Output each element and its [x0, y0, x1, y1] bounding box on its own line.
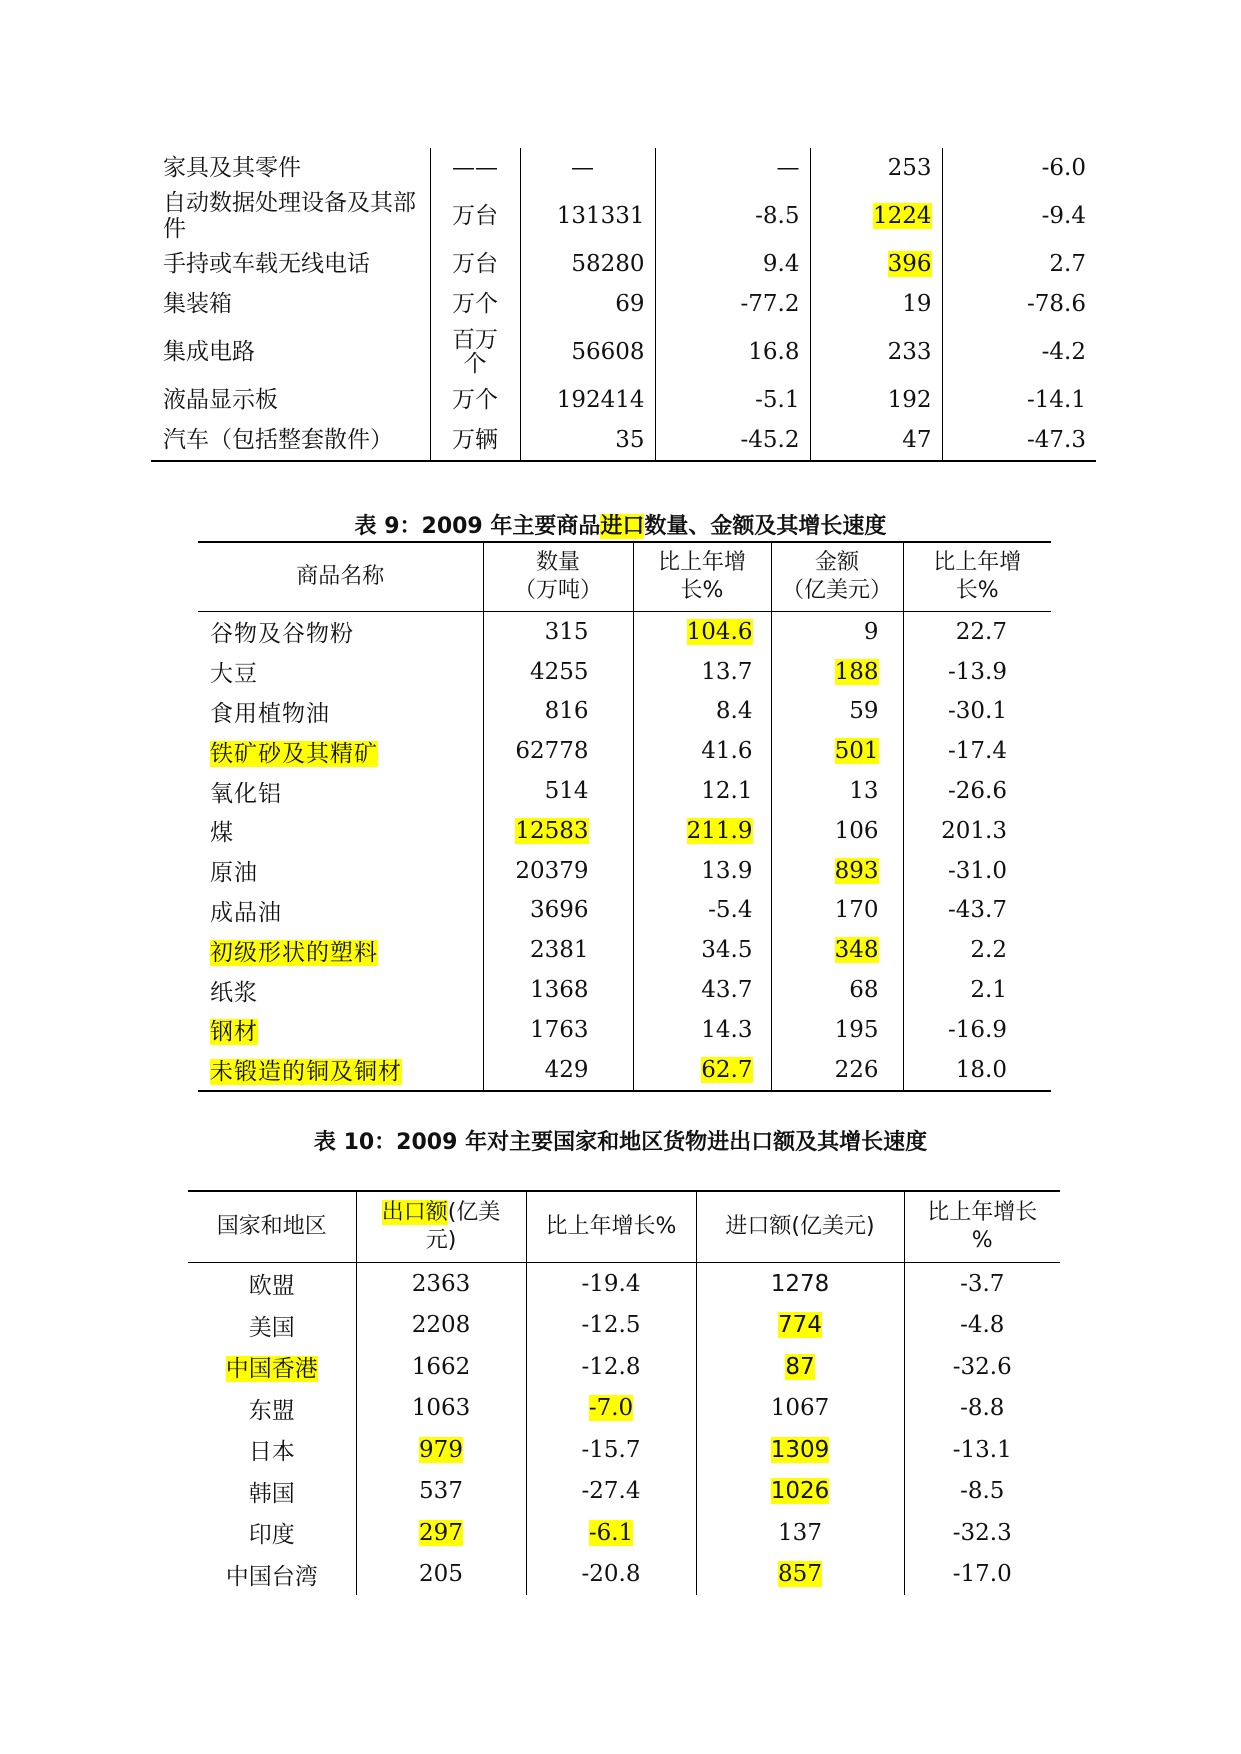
value-growth-cell: -16.9	[903, 1010, 1051, 1050]
quantity-growth-cell: 16.8	[655, 324, 810, 380]
table-row	[151, 420, 1096, 461]
unit-cell: 万个	[430, 380, 520, 420]
table-row	[198, 731, 1051, 771]
quantity-cell: 12583	[483, 811, 633, 851]
table-row	[198, 811, 1051, 851]
table-row	[151, 284, 1096, 324]
region-name: 东盟	[248, 1397, 295, 1424]
trade-by-region-table	[188, 1190, 1060, 1595]
value-cell: 195	[771, 1010, 903, 1050]
value-growth-cell: -30.1	[903, 692, 1051, 732]
quantity-growth-cell: 9.4	[655, 244, 810, 284]
region-name: 中国台湾	[225, 1563, 318, 1590]
table-row	[151, 188, 1096, 244]
commodity-name: 氧化铝	[210, 780, 282, 807]
quantity-cell: 816	[483, 692, 633, 732]
import-growth-cell: -4.8	[904, 1305, 1060, 1347]
quantity-cell: 4255	[483, 652, 633, 692]
import-cell: 857	[696, 1554, 904, 1596]
quantity-growth-cell: -8.5	[655, 188, 810, 244]
header-region: 国家和地区	[188, 1191, 356, 1263]
quantity-growth-cell: -5.4	[633, 891, 771, 931]
commodity-name: 煤	[210, 820, 234, 847]
table-header-row	[188, 1191, 1060, 1263]
unit-cell: ——	[430, 148, 520, 188]
region-name: 中国香港	[225, 1356, 318, 1383]
export-growth-cell: -7.0	[526, 1388, 696, 1430]
region-name: 欧盟	[248, 1273, 295, 1300]
region-name: 美国	[248, 1314, 295, 1341]
import-cell: 1026	[696, 1471, 904, 1513]
export-cell: 1662	[356, 1346, 526, 1388]
value-growth-cell: 18.0	[903, 1050, 1051, 1091]
quantity-growth-cell: 211.9	[633, 811, 771, 851]
commodity-name: 初级形状的塑料	[210, 939, 378, 966]
import-growth-cell: -8.8	[904, 1388, 1060, 1430]
quantity-growth-cell: —	[655, 148, 810, 188]
value-cell: 68	[771, 970, 903, 1010]
unit-cell: 万个	[430, 284, 520, 324]
value-cell: 348	[771, 930, 903, 970]
table-row	[198, 692, 1051, 732]
region-name: 印度	[248, 1522, 295, 1549]
quantity-growth-cell: -5.1	[655, 380, 810, 420]
import-growth-cell: -17.0	[904, 1554, 1060, 1596]
table-row	[198, 1050, 1051, 1091]
value-cell: 253	[810, 148, 942, 188]
table-row	[188, 1512, 1060, 1554]
quantity-cell: 429	[483, 1050, 633, 1091]
unit-cell: 百万个	[430, 324, 520, 380]
value-growth-cell: -78.6	[942, 284, 1096, 324]
header-value-growth: 比上年增 长%	[903, 542, 1051, 612]
value-growth-cell: -13.9	[903, 652, 1051, 692]
import-growth-cell: -13.1	[904, 1429, 1060, 1471]
table-row	[151, 244, 1096, 284]
quantity-cell: 35	[520, 420, 655, 461]
value-cell: 192	[810, 380, 942, 420]
value-cell: 170	[771, 891, 903, 931]
quantity-cell: 2381	[483, 930, 633, 970]
quantity-cell: 56608	[520, 324, 655, 380]
value-growth-cell: -9.4	[942, 188, 1096, 244]
value-cell: 233	[810, 324, 942, 380]
quantity-growth-cell: 12.1	[633, 771, 771, 811]
value-cell: 59	[771, 692, 903, 732]
table-row	[198, 612, 1051, 652]
region-name: 日本	[248, 1439, 295, 1466]
quantity-cell: 1763	[483, 1010, 633, 1050]
table-row	[198, 970, 1051, 1010]
export-cell: 2208	[356, 1305, 526, 1347]
unit-cell: 万辆	[430, 420, 520, 461]
quantity-growth-cell: 62.7	[633, 1050, 771, 1091]
table-row	[198, 771, 1051, 811]
quantity-growth-cell: 8.4	[633, 692, 771, 732]
table9-caption: 表 9：2009 年主要商品进口数量、金额及其增长速度	[354, 514, 887, 539]
value-growth-cell: -4.2	[942, 324, 1096, 380]
header-commodity-name: 商品名称	[198, 542, 483, 612]
quantity-growth-cell: 104.6	[633, 612, 771, 652]
quantity-growth-cell: 43.7	[633, 970, 771, 1010]
export-cell: 537	[356, 1471, 526, 1513]
export-cell: 205	[356, 1554, 526, 1596]
quantity-growth-cell: 14.3	[633, 1010, 771, 1050]
value-growth-cell: -6.0	[942, 148, 1096, 188]
value-cell: 1224	[810, 188, 942, 244]
export-growth-cell: -15.7	[526, 1429, 696, 1471]
quantity-cell: 1368	[483, 970, 633, 1010]
import-commodities-table	[198, 541, 1051, 1092]
import-growth-cell: -32.6	[904, 1346, 1060, 1388]
export-growth-cell: -12.8	[526, 1346, 696, 1388]
table-row	[188, 1554, 1060, 1596]
import-cell: 87	[696, 1346, 904, 1388]
commodity-name: 未锻造的铜及铜材	[210, 1059, 402, 1086]
table-row	[198, 851, 1051, 891]
table-row	[188, 1346, 1060, 1388]
export-growth-cell: -12.5	[526, 1305, 696, 1347]
export-cell: 297	[356, 1512, 526, 1554]
quantity-cell: 58280	[520, 244, 655, 284]
table10-caption: 表 10：2009 年对主要国家和地区货物进出口额及其增长速度	[313, 1130, 928, 1155]
value-cell: 13	[771, 771, 903, 811]
quantity-cell: —	[520, 148, 655, 188]
quantity-cell: 69	[520, 284, 655, 324]
table-row	[198, 1010, 1051, 1050]
import-growth-cell: -3.7	[904, 1263, 1060, 1305]
table-row	[198, 891, 1051, 931]
table-row	[151, 148, 1096, 188]
import-cell: 1067	[696, 1388, 904, 1430]
table-row	[198, 930, 1051, 970]
commodity-name: 成品油	[210, 899, 282, 926]
region-name: 韩国	[248, 1480, 295, 1507]
value-growth-cell: -14.1	[942, 380, 1096, 420]
commodity-name: 大豆	[210, 661, 258, 688]
quantity-cell: 315	[483, 612, 633, 652]
value-cell: 47	[810, 420, 942, 461]
commodity-name: 原油	[210, 860, 258, 887]
value-cell: 106	[771, 811, 903, 851]
table-row	[188, 1305, 1060, 1347]
commodity-name: 集装箱	[163, 291, 232, 317]
export-cell: 1063	[356, 1388, 526, 1430]
value-cell: 893	[771, 851, 903, 891]
value-growth-cell: -17.4	[903, 731, 1051, 771]
header-quantity: 数量 （万吨）	[483, 542, 633, 612]
import-growth-cell: -32.3	[904, 1512, 1060, 1554]
header-import: 进口额(亿美元)	[696, 1191, 904, 1263]
import-cell: 774	[696, 1305, 904, 1347]
value-cell: 188	[771, 652, 903, 692]
import-cell: 1278	[696, 1263, 904, 1305]
export-cell: 979	[356, 1429, 526, 1471]
quantity-growth-cell: 13.7	[633, 652, 771, 692]
quantity-growth-cell: 13.9	[633, 851, 771, 891]
quantity-growth-cell: -77.2	[655, 284, 810, 324]
commodity-name: 汽车（包括整套散件）	[151, 420, 430, 461]
commodity-name: 谷物及谷物粉	[210, 621, 354, 648]
table-row	[151, 324, 1096, 380]
value-cell: 19	[810, 284, 942, 324]
commodity-name: 家具及其零件	[163, 155, 301, 181]
commodity-name: 手持或车载无线电话	[163, 251, 370, 277]
value-growth-cell: 2.7	[942, 244, 1096, 284]
quantity-growth-cell: 34.5	[633, 930, 771, 970]
commodity-name: 钢材	[210, 1019, 258, 1046]
commodity-name: 液晶显示板	[163, 387, 278, 413]
table-row	[151, 380, 1096, 420]
quantity-cell: 514	[483, 771, 633, 811]
quantity-cell: 131331	[520, 188, 655, 244]
quantity-growth-cell: -45.2	[655, 420, 810, 461]
header-import-growth: 比上年增长 %	[904, 1191, 1060, 1263]
value-cell: 9	[771, 612, 903, 652]
export-growth-cell: -27.4	[526, 1471, 696, 1513]
quantity-growth-cell: 41.6	[633, 731, 771, 771]
commodity-name: 铁矿砂及其精矿	[210, 740, 378, 767]
value-growth-cell: 2.1	[903, 970, 1051, 1010]
import-cell: 1309	[696, 1429, 904, 1471]
value-growth-cell: -47.3	[942, 420, 1096, 461]
value-growth-cell: -31.0	[903, 851, 1051, 891]
commodity-name: 集成电路	[163, 339, 255, 365]
quantity-cell: 192414	[520, 380, 655, 420]
export-commodities-table	[151, 148, 1096, 462]
export-cell: 2363	[356, 1263, 526, 1305]
table-row	[188, 1263, 1060, 1305]
value-cell: 396	[810, 244, 942, 284]
export-growth-cell: -19.4	[526, 1263, 696, 1305]
table-row	[188, 1388, 1060, 1430]
commodity-name: 食用植物油	[210, 700, 330, 727]
value-cell: 226	[771, 1050, 903, 1091]
quantity-cell: 20379	[483, 851, 633, 891]
quantity-cell: 62778	[483, 731, 633, 771]
import-growth-cell: -8.5	[904, 1471, 1060, 1513]
header-export: 出口额(亿美 元)	[356, 1191, 526, 1263]
header-quantity-growth: 比上年增 长%	[633, 542, 771, 612]
header-value: 金额 （亿美元）	[771, 542, 903, 612]
table-header-row	[198, 542, 1051, 612]
export-growth-cell: -20.8	[526, 1554, 696, 1596]
value-growth-cell: 22.7	[903, 612, 1051, 652]
commodity-name: 纸浆	[210, 979, 258, 1006]
export-growth-cell: -6.1	[526, 1512, 696, 1554]
commodity-name: 自动数据处理设备及其部件	[163, 190, 416, 242]
import-cell: 137	[696, 1512, 904, 1554]
value-cell: 501	[771, 731, 903, 771]
header-export-growth: 比上年增长%	[526, 1191, 696, 1263]
value-growth-cell: 201.3	[903, 811, 1051, 851]
value-growth-cell: 2.2	[903, 930, 1051, 970]
table-row	[188, 1429, 1060, 1471]
unit-cell: 万台	[430, 244, 520, 284]
quantity-cell: 3696	[483, 891, 633, 931]
value-growth-cell: -26.6	[903, 771, 1051, 811]
table-row	[198, 652, 1051, 692]
value-growth-cell: -43.7	[903, 891, 1051, 931]
unit-cell: 万台	[430, 188, 520, 244]
table-row	[188, 1471, 1060, 1513]
